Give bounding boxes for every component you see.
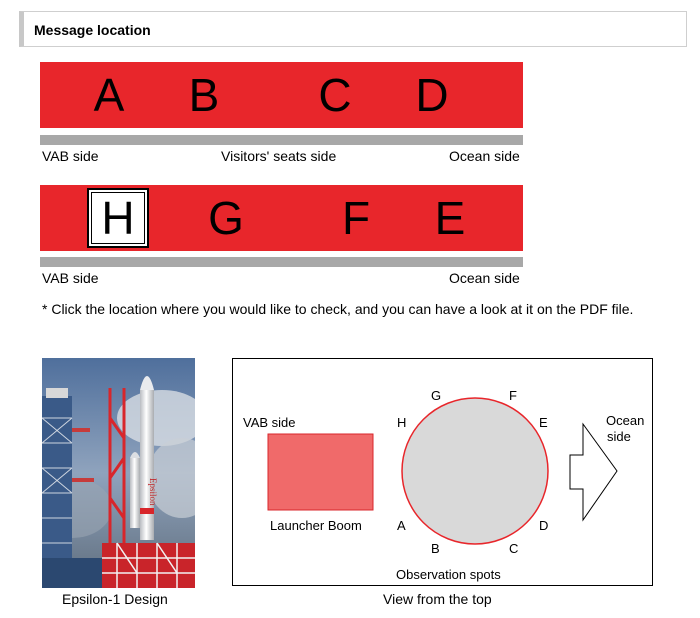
ground-strip	[40, 135, 523, 145]
location-h[interactable]: H	[87, 188, 149, 248]
instruction-note: * Click the location where you would like to check, and you can have a look at it on the PDF file.	[42, 301, 634, 317]
section-header	[19, 11, 687, 47]
vab-side-label: VAB side	[42, 270, 99, 286]
location-bar-back-side	[40, 185, 523, 251]
ocean-label: Ocean	[606, 413, 645, 428]
location-b[interactable]: B	[188, 69, 220, 121]
visitors-seats-side-label: Visitors' seats side	[221, 148, 337, 164]
location-d[interactable]: D	[415, 69, 449, 121]
ground-strip	[40, 257, 523, 267]
spot-h-label: H	[397, 415, 407, 430]
vab-side-label: VAB side	[42, 148, 99, 164]
epsilon-rocket-photo	[42, 358, 195, 588]
top-view-diagram	[232, 358, 653, 586]
ocean-side-label: Ocean side	[449, 270, 520, 286]
top-view-caption: View from the top	[383, 591, 492, 607]
side-label: side	[607, 429, 631, 444]
ocean-side-label: Ocean side	[449, 148, 520, 164]
spot-d-label: D	[539, 518, 549, 533]
observation-spots-label: Observation spots	[396, 567, 501, 582]
location-a[interactable]: A	[93, 69, 125, 121]
rocket-logo-text: Epsilon	[148, 478, 158, 506]
vab-side-label: VAB side	[243, 415, 296, 430]
spot-g-label: G	[431, 388, 442, 403]
launcher-boom-label: Launcher Boom	[270, 518, 362, 533]
location-bar-visitors-side	[40, 62, 523, 128]
location-c[interactable]: C	[318, 69, 352, 121]
spot-a-label: A	[397, 518, 406, 533]
spot-c-label: C	[509, 541, 519, 556]
photo-caption: Epsilon-1 Design	[62, 591, 168, 607]
launcher-boom-area	[268, 434, 373, 510]
spot-e-label: E	[539, 415, 548, 430]
location-f[interactable]: F	[341, 192, 371, 244]
spot-f-label: F	[509, 388, 517, 403]
spot-b-label: B	[431, 541, 440, 556]
location-g[interactable]: G	[208, 192, 244, 244]
observation-circle	[402, 398, 548, 544]
location-e[interactable]: E	[434, 192, 466, 244]
section-title: Message location	[34, 22, 151, 38]
